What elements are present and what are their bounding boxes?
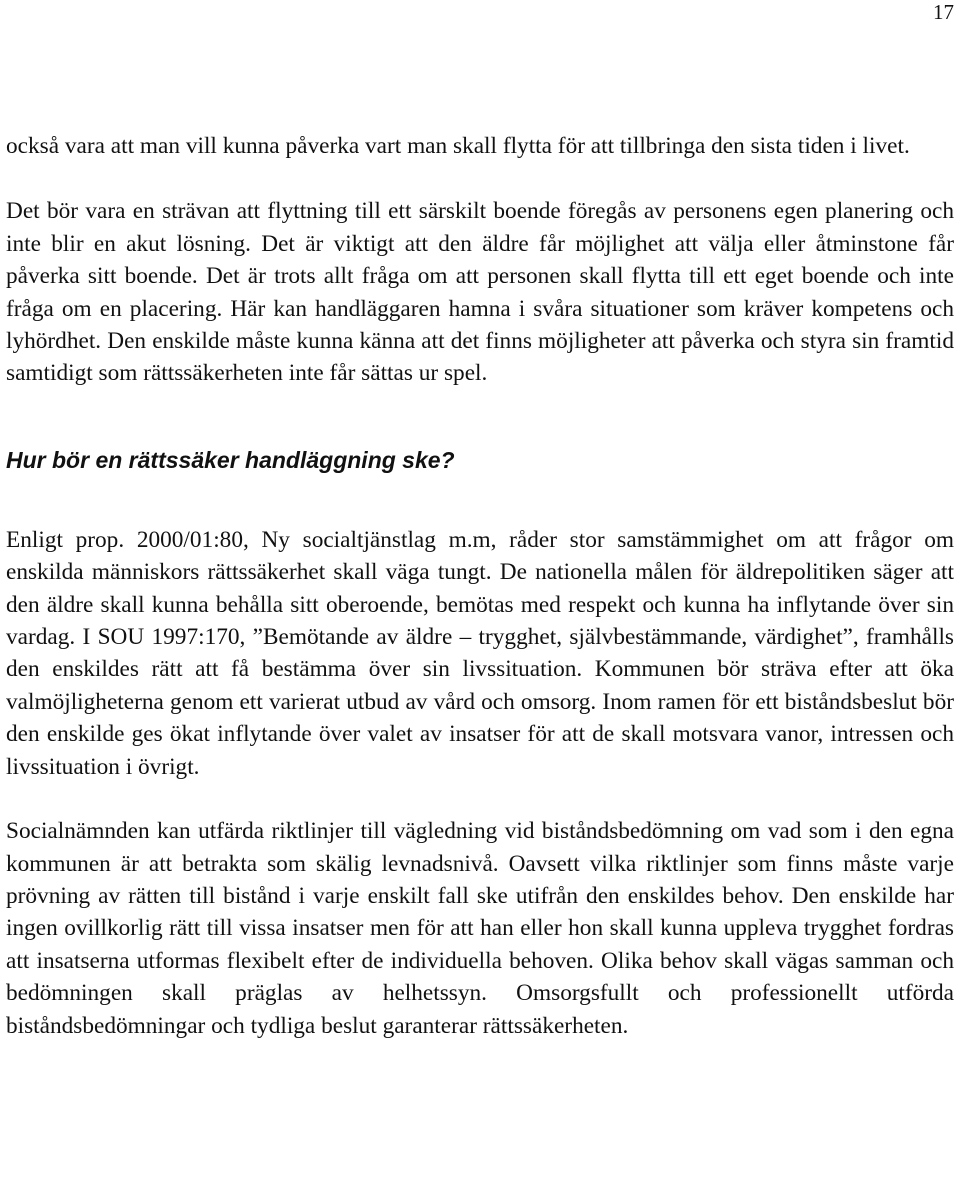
paragraph-2: Det bör vara en strävan att flyttning till ett särskilt boende föregås av personens egen planering och inte blir en akut lösning. Det är viktigt att den äldre får möjlighet att välja eller åtminstone får påverka sitt boende. Det är trots allt fråga om att personen skall flytta till ett eget boende och inte fråga om en placering. Här kan handläggaren hamna i svåra situationer som kräver kompetens och lyhördhet. Den enskilde måste kunna känna att det finns möjligheter att påverka och styra sin framtid samtidigt som rättssäkerheten inte får sättas ur spel. [6,198,954,387]
page-number: 17 [933,0,954,24]
paragraph-1: också vara att man vill kunna påverka vart man skall flytta för att tillbringa den sista tiden i livet. [6,133,910,159]
paragraph-3: Enligt prop. 2000/01:80, Ny socialtjänstlag m.m, råder stor samstämmighet om att frågor om enskilda människors rättssäkerhet skall väga tungt. De nationella målen för äldrepolitiken säger att den äldre skall kunna behålla sitt oberoende, bemötas med respekt och kunna ha inflytande över sin vardag. I SOU 1997:170, ”Bemötande av äldre – trygghet, självbestämmande, värdighet”, framhålls den enskildes rätt att få bestämma över sin livssituation. Kommunen bör sträva efter att öka valmöjligheterna genom ett varierat utbud av vård och omsorg. Inom ramen för ett biståndsbeslut bör den enskilde ges ökat inflytande över valet av insatser för att de skall motsvara vanor, intressen och livssituation i övrigt. [6,526,954,780]
paragraph-4: Socialnämnden kan utfärda riktlinjer till vägledning vid biståndsbedömning om vad som i den egna kommunen är att betrakta som skälig levnadsnivå. Oavsett vilka riktlinjer som finns måste varje prövning av rätten till bistånd i varje enskilt fall ske utifrån den enskildes behov. Den enskilde har ingen ovillkorlig rätt till vissa insatser men för att han eller hon skall kunna uppleva trygghet fordras att insatserna utformas flexibelt efter de individuella behoven. Olika behov skall vägas samman och bedömningen skall präglas av helhetssyn. Omsorgsfullt och professionellt utförda biståndsbedömningar och tydliga beslut garanterar rättssäkerheten. [6,818,954,1039]
document-body [6,130,954,1042]
section-heading: Hur bör en rättssäker handläggning ske? [6,446,455,473]
